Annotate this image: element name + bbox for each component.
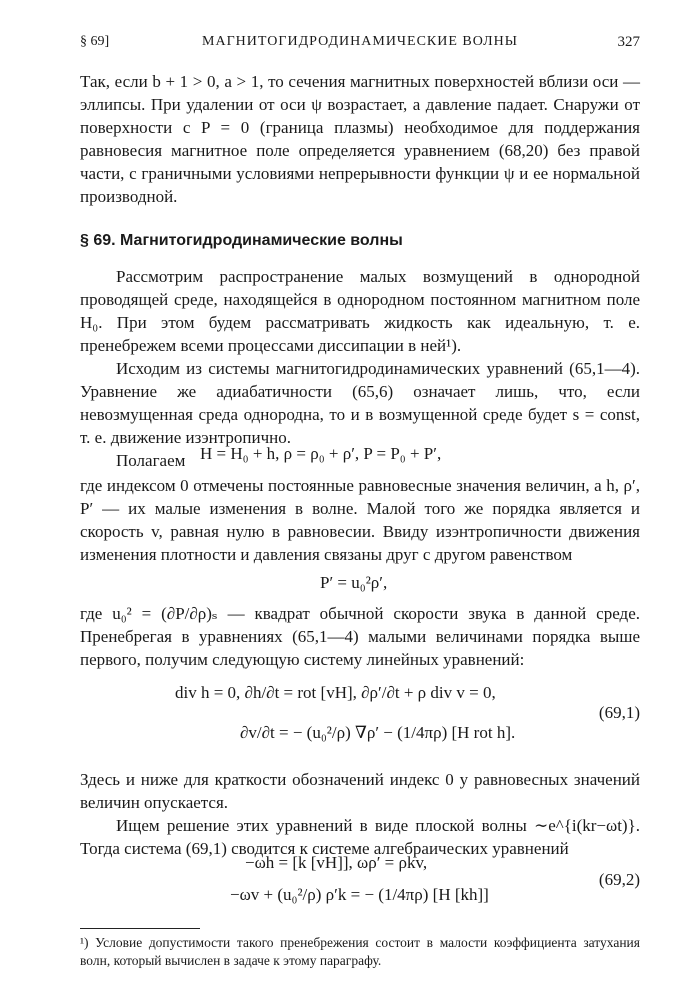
paragraph-1: Рассмотрим распространение малых возмущений в однородной проводящей среде, находящейся в однородном постоянном магнитном поле H₀. При этом будем рассматривать жидкость как идеальную, т. е. пренебрежем всеми процессами диссипации в ней¹). [80,267,640,355]
paragraph-3-lead: Полагаем [116,451,186,470]
equation-split: H = H₀ + h, ρ = ρ₀ + ρ′, P = P₀ + P′, [200,444,442,463]
paragraph-7: Ищем решение этих уравнений в виде плоской волны ∼e^{i(kr−ωt)}. Тогда система (69,1) сводится к системе алгебраических уравнений [80,816,640,858]
paragraph-2: Исходим из системы магнитогидродинамических уравнений (65,1—4). Уравнение же адиабатичности (65,6) означает лишь, что, если невозмущенная среда однородна, то и в возмущенной среде будет s = const, т. е. движение изэнтропично. [80,359,640,447]
body-block-1 [80,265,640,472]
running-head [80,34,640,56]
equation-69-1-line-1: div h = 0, ∂h/∂t = rot [vH], ∂ρ′/∂t + ρ div v = 0, [175,683,496,702]
body-block-3 [80,602,640,671]
body-block-2 [80,474,640,566]
intro-paragraph-block [80,70,640,208]
equation-sound: P′ = u₀²ρ′, [320,573,388,592]
paragraph-4: где индексом 0 отмечены постоянные равновесные значения величин, а h, ρ′, P′ — их малые изменения в волне. Малой того же порядка является и скорость v, равная нулю в равновесии. Ввиду изэнтропичности движения изменения плотности и давления связаны друг с другом равенством [80,476,640,564]
paragraph-6: Здесь и ниже для краткости обозначений индекс 0 у равновесных значений величин опускается. [80,770,640,812]
paragraph-5: где u₀² = (∂P/∂ρ)ₛ — квадрат обычной скорости звука в данной среде. Пренебрегая в уравнениях (65,1—4) малыми величинами порядка выше первого, получим следующую систему линейных уравнений: [80,604,640,669]
section-heading: § 69. Магнитогидродинамические волны [80,232,403,249]
equation-69-1-line-2: ∂v/∂t = − (u₀²/ρ) ∇ρ′ − (1/4πρ) [H rot h]. [240,723,516,742]
body-block-4 [80,768,640,860]
section-ref: § 69] [80,34,110,49]
running-title: МАГНИТОГИДРОДИНАМИЧЕСКИЕ ВОЛНЫ [202,34,518,49]
page-number: 327 [617,34,640,50]
footnote-rule [80,928,200,929]
intro-paragraph: Так, если b + 1 > 0, a > 1, то сечения магнитных поверхностей вблизи оси — эллипсы. При удалении от оси ψ возрастает, а давление падает. Снаружи от поверхности с P = 0 (граница плазмы) необходимое для поддержания равновесия магнитное поле определяется уравнением (68,20) без правой части, с граничными условиями непрерывности функции ψ и ее нормальной производной. [80,72,640,206]
equation-69-2-line-1: −ωh = [k [vH]], ωρ′ = ρkv, [245,853,428,872]
equation-69-2-line-2: −ωv + (u₀²/ρ) ρ′k = − (1/4πρ) [H [kh]] [230,885,489,904]
equation-number-69-2: (69,2) [598,870,640,889]
footnote: ¹) Условие допустимости такого пренебрежения состоит в малости коэффициента затухания волн, который вычислен в задаче к этому параграфу. [80,935,640,968]
equation-number-69-1: (69,1) [598,703,640,722]
